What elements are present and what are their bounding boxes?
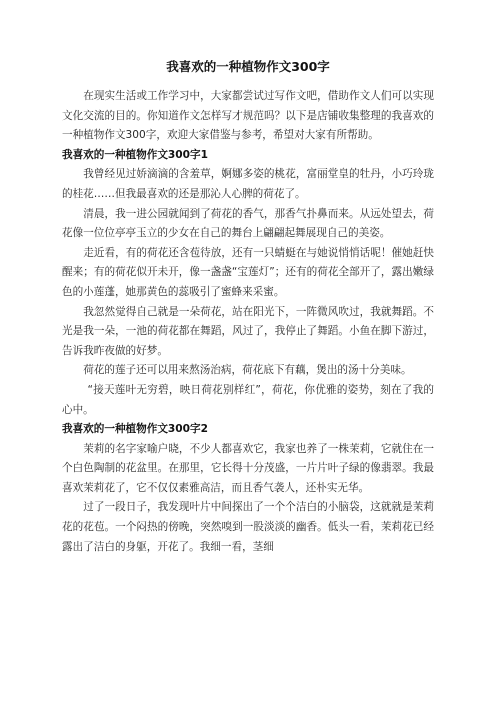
intro-paragraph: 在现实生活或工作学习中，大家都尝试过写作文吧，借助作文人们可以实现文化交流的目的。你知道作文怎样写才规范吗？以下是店铺收集整理的我喜欢的一种植物作文300字，欢迎大家借鉴与参考，希望对大家有所帮助。 — [62, 90, 434, 142]
section-1-paragraph-2: 清晨，我一进公园就闻到了荷花的香气，那香气扑鼻而来。从远处望去，荷花像一位位亭亭玉立的少女在自己的舞台上翩翩起舞展现自己的美姿。 — [62, 207, 434, 240]
essay-section-1 — [62, 146, 434, 420]
document-title: 我喜欢的一种植物作文300字 — [166, 59, 330, 74]
section-1-paragraph-1: 我曾经见过娇滴滴的含羞草，婀娜多姿的桃花，富丽堂皇的牡丹，小巧玲珑的桂花……但我最喜欢的还是那沁人心脾的荷花了。 — [62, 168, 434, 200]
section-1-paragraph-5: 荷花的莲子还可以用来熬汤治病，荷花底下有藕，煲出的汤十分美味。 — [83, 364, 412, 377]
section-heading-2: 我喜欢的一种植物作文300字2 — [62, 423, 209, 436]
document-page — [62, 58, 434, 557]
section-1-paragraph-4: 我忽然觉得自己就是一朵荷花，站在阳光下，一阵微风吹过，我就舞蹈。不光是我一朵，一池的荷花都在舞蹈，风过了，我停止了舞蹈。小鱼在脚下游过，告诉我昨夜做的好梦。 — [62, 305, 434, 357]
section-1-paragraph-6: “接天莲叶无穷碧，映日荷花别样红”，荷花，你优雅的姿势，刻在了我的心中。 — [62, 383, 434, 416]
essay-section-2 — [62, 420, 434, 557]
section-1-paragraph-3: 走近看，有的荷花还含苞待放，还有一只蜻蜓在与她说悄悄话呢！催她赶快醒来；有的荷花似开未开，像一盏盏“宝莲灯”；还有的荷花全部开了，露出嫩绿色的小莲蓬，她那黄色的蕊吸引了蜜蜂来采蜜。 — [62, 246, 434, 298]
section-heading-1: 我喜欢的一种植物作文300字1 — [62, 148, 209, 161]
section-2-paragraph-2: 过了一段日子，我发现叶片中间探出了一个个洁白的小脑袋，这就就是茉莉花的花苞。一个闷热的傍晚，突然嗅到一股淡淡的幽香。低头一看，茉莉花已经露出了洁白的身躯，开花了。我细一看，茎细 — [62, 501, 434, 553]
section-2-paragraph-1: 茉莉的名字家喻户晓，不少人都喜欢它，我家也养了一株茉莉，它就住在一个白色陶制的花盆里。在那里，它长得十分茂盛，一片片叶子绿的像翡翠。我最喜欢茉莉花了，它不仅仅素雅高洁，而且香气袭人，还朴实无华。 — [62, 442, 434, 494]
